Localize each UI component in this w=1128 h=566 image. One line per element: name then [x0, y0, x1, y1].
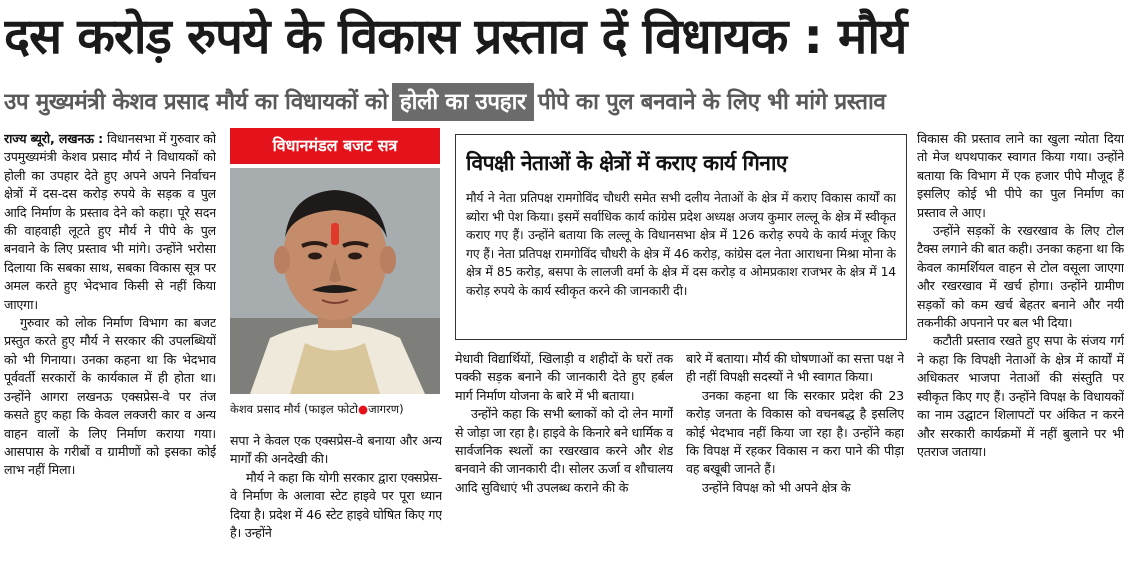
col3-para2: उन्होंने कहा कि सभी ब्लाकों को दो लेन मार्गों से जोड़ा जा रहा है। हाइवे के किनारे बने धार्मिक व सार्वजनिक स्थलों का रखरखाव करने और शेड बनवाने की जानकारी दी। सोलर ऊर्जा व शौचालय आदि सुविधाएं भी उपलब्ध कराने की के	[455, 406, 673, 495]
subhead-before: उप मुख्यमंत्री केशव प्रसाद मौर्य का विधायकों को	[4, 89, 388, 115]
col5-para1: विकास की प्रस्ताव लाने का खुला न्योता दिया तो मेज थपथपाकर स्वागत किया गया। उन्होंने बताया कि विभाग में एक हजार पीपे मौजूद हैं इसलिए कोई भी पीपे का पुल निर्माण का प्रस्ताव ले आए।	[917, 131, 1124, 220]
section-tag: विधानमंडल बजट सत्र	[230, 128, 440, 164]
photo-keshav-prasad-maurya	[230, 168, 440, 394]
article-column-5	[917, 130, 1124, 562]
col4-para1: बारे में बताया। मौर्य की घोषणाओं का सत्ता पक्ष ने ही नहीं विपक्षी सदस्यों ने भी स्वागत किया।	[686, 351, 904, 385]
sidebar-box	[455, 134, 907, 340]
col5-para3: कटौती प्रस्ताव रखते हुए सपा के संजय गर्ग ने कहा कि विपक्षी नेताओं के क्षेत्र में कार्यों में अधिकतर भाजपा नेताओं की संस्तुति पर स्वीकृत किए गए हैं। उन्होंने विपक्ष के विधायकों का नाम उद्घाटन शिलापटों पर अंकित न करने और सरकारी कार्यक्रमों में नहीं बुलाने पर भी एतराज जताया।	[917, 333, 1124, 459]
subhead-after: पीपे का पुल बनवाने के लिए भी मांगे प्रस्ताव	[537, 89, 886, 115]
article-column-2	[230, 432, 442, 562]
headline: दस करोड़ रुपये के विकास प्रस्ताव दें विधायक : मौर्य	[4, 8, 907, 65]
subhead-highlight: होली का उपहार	[392, 83, 534, 121]
portrait-illustration	[230, 168, 440, 394]
box-paragraph: मौर्य ने नेता प्रतिपक्ष रामगोविंद चौधरी समेत सभी दलीय नेताओं के क्षेत्र में कराए विकास कार्यों का ब्योरा भी पेश किया। इसमें सर्वाधिक कार्य कांग्रेस प्रदेश अध्यक्ष अजय कुमार लल्लू के क्षेत्र में स्वीकृत कराए गए हैं। उन्होंने बताया कि लल्लू के विधानसभा क्षेत्र में 126 करोड़ रुपये के कार्य मंजूर किए गए हैं। नेता प्रतिपक्ष रामगोविंद चौधरी के क्षेत्र में 46 करोड़, कांग्रेस दल नेता आराधना मिश्रा मोना के क्षेत्र में 85 करोड़, बसपा के लालजी वर्मा के क्षेत्र में दस करोड़ व ओमप्रकाश राजभर के क्षेत्र में 14 करोड़ रुपये के कार्य स्वीकृत करने की जानकारी दी।	[466, 190, 896, 298]
col3-para1: मेधावी विद्यार्थियों, खिलाड़ी व शहीदों के घरों तक पक्की सड़क बनाने की जानकारी देते हुए हर्बल मार्ग निर्माण योजना के बारे में भी बताया।	[455, 351, 673, 403]
col2-para2: मौर्य ने कहा कि योगी सरकार द्वारा एक्सप्रेस-वे निर्माण के अलावा स्टेट हाइवे पर पूरा ध्यान दिया है। प्रदेश में 46 स्टेट हाइवे घोषित किए गए है। उन्होंने	[230, 469, 442, 541]
col1-para2: गुरुवार को लोक निर्माण विभाग का बजट प्रस्तुत करते हुए मौर्य ने सरकार की उपलब्धियों को भी गिनाया। उनका कहना था कि भेदभाव पूर्ववर्ती सरकारों के कार्यकाल में ही होता था। उन्होंने आगरा लखनऊ एक्सप्रेस-वे पर तंज कसते हुए कहा कि केवल लक्जरी कार व अन्य वाहन वालों के लिए निर्माण कराया गया। आसपास के गरीबों व ग्रामीणों को इसका कोई लाभ नहीं मिला।	[4, 315, 216, 478]
article-column-4	[686, 350, 904, 562]
col4-para3: उन्होंने विपक्ष को भी अपने क्षेत्र के	[702, 479, 851, 495]
caption-source: जागरण)	[368, 402, 404, 416]
byline: राज्य ब्यूरो, लखनऊ :	[4, 131, 103, 146]
bullet-dot-icon: ●	[358, 402, 369, 416]
box-title: विपक्षी नेताओं के क्षेत्रों में कराए कार्य गिनाए	[466, 151, 788, 175]
caption-name: केशव प्रसाद मौर्य	[230, 402, 301, 416]
col4-para2: उनका कहना था कि सरकार प्रदेश की 23 करोड़ जनता के विकास को वचनबद्ध है इसलिए कोई भेदभाव नहीं किया जा रहा है। उन्होंने कहा कि विपक्ष में रहकर विकास न करा पाने की पीड़ा वह बखूबी जानते हैं।	[686, 387, 904, 477]
col1-para1: विधानसभा में गुरुवार को उपमुख्यमंत्री केशव प्रसाद मौर्य ने विधायकों को होली का उपहार देते हुए अपने अपने निर्वाचन क्षेत्रों में दस-दस करोड़ रुपये के सड़क व पुल आदि निर्माण के प्रस्ताव देने को कहा। पूरे सदन की वाहवाही लूटते हुए मौर्य ने पीपे के पुल बनवाने के लिए प्रस्ताव भी मांगे। उन्होंने भरोसा दिलाया कि सबका साथ, सबका विकास सूत्र पर अमल करते हुए भेदभाव किसी से नहीं किया जाएगा।	[4, 131, 216, 312]
box-text	[466, 189, 896, 339]
col5-para2: उन्होंने सड़कों के रखरखाव के लिए टोल टैक्स लगाने की बात कही। उनका कहना था कि केवल कामर्शियल वाहन से टोल वसूला जाएगा और रखरखाव में खर्च होगा। उन्होंने ग्रामीण सड़कों को कम खर्च बेहतर बनाने और नयी तकनीकी अपनाने पर बल भी दिया।	[917, 223, 1124, 331]
article-column-3	[455, 350, 673, 562]
article-column-1	[4, 130, 216, 560]
caption-credit: (फाइल फोटो	[303, 402, 359, 416]
subheadline	[4, 82, 1126, 122]
col2-para1: सपा ने केवल एक एक्सप्रेस-वे बनाया और अन्य मार्गों की अनदेखी की।	[230, 433, 442, 467]
photo-caption	[230, 398, 440, 420]
